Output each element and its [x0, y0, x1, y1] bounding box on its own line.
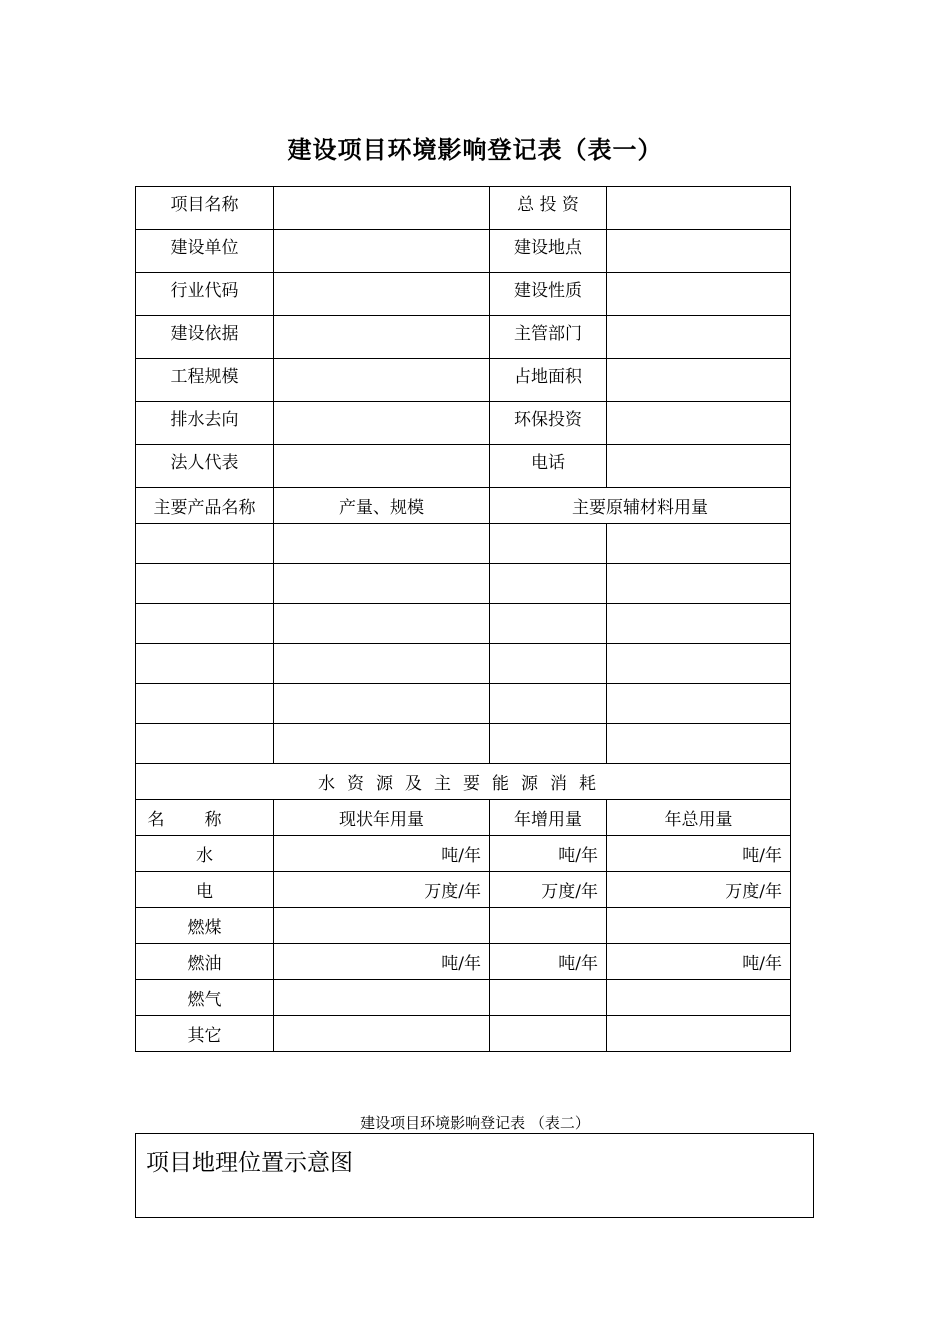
field-label: 占地面积 — [490, 359, 607, 402]
cell[interactable] — [136, 684, 274, 724]
product-row — [136, 524, 791, 564]
energy-name: 燃煤 — [136, 908, 274, 944]
current-usage-header: 现状年用量 — [274, 800, 490, 836]
field-label: 电话 — [490, 445, 607, 488]
materials-header: 主要原辅材料用量 — [490, 488, 791, 524]
current-usage-unit[interactable] — [274, 980, 490, 1016]
form-row — [136, 445, 791, 488]
field-label: 环保投资 — [490, 402, 607, 445]
increase-usage-unit[interactable] — [490, 1016, 607, 1052]
field-label: 建设依据 — [136, 316, 274, 359]
form-row — [136, 230, 791, 273]
location-map-label: 项目地理位置示意图 — [146, 1150, 353, 1176]
cell[interactable] — [136, 604, 274, 644]
energy-name: 燃油 — [136, 944, 274, 980]
cell[interactable] — [607, 564, 791, 604]
location-map-box[interactable] — [135, 1133, 814, 1218]
cell[interactable] — [274, 724, 490, 764]
total-usage-unit[interactable] — [607, 908, 791, 944]
cell[interactable] — [490, 564, 607, 604]
energy-row-water — [136, 836, 791, 872]
form-row — [136, 402, 791, 445]
field-value[interactable] — [274, 230, 490, 273]
current-usage-unit[interactable] — [274, 908, 490, 944]
cell[interactable] — [490, 684, 607, 724]
product-row — [136, 724, 791, 764]
cell[interactable] — [607, 684, 791, 724]
field-label: 工程规模 — [136, 359, 274, 402]
energy-name: 水 — [136, 836, 274, 872]
energy-header-row — [136, 800, 791, 836]
form-title: 建设项目环境影响登记表（表一） — [287, 136, 663, 164]
product-row — [136, 564, 791, 604]
field-label: 建设单位 — [136, 230, 274, 273]
cell[interactable] — [607, 724, 791, 764]
energy-row-gas — [136, 980, 791, 1016]
current-usage-unit[interactable]: 万度/年 — [274, 872, 490, 908]
field-value[interactable] — [607, 316, 791, 359]
current-usage-unit[interactable]: 吨/年 — [274, 944, 490, 980]
field-label: 建设性质 — [490, 273, 607, 316]
field-label: 主管部门 — [490, 316, 607, 359]
cell[interactable] — [607, 524, 791, 564]
energy-row-coal — [136, 908, 791, 944]
cell[interactable] — [274, 644, 490, 684]
energy-row-oil — [136, 944, 791, 980]
field-label: 项目名称 — [136, 187, 274, 230]
cell[interactable] — [490, 644, 607, 684]
total-usage-unit[interactable] — [607, 1016, 791, 1052]
cell[interactable] — [274, 684, 490, 724]
total-usage-unit[interactable] — [607, 980, 791, 1016]
field-value[interactable] — [274, 273, 490, 316]
form-row — [136, 187, 791, 230]
total-usage-unit[interactable]: 吨/年 — [607, 944, 791, 980]
form-row — [136, 359, 791, 402]
form-row — [136, 273, 791, 316]
increase-usage-unit[interactable] — [490, 980, 607, 1016]
cell[interactable] — [274, 524, 490, 564]
energy-name-header: 名称 — [136, 800, 274, 836]
form-title-2: 建设项目环境影响登记表 （表二） — [360, 1114, 590, 1132]
energy-name: 电 — [136, 872, 274, 908]
field-value[interactable] — [274, 445, 490, 488]
cell[interactable] — [274, 564, 490, 604]
field-label: 法人代表 — [136, 445, 274, 488]
cell[interactable] — [136, 564, 274, 604]
energy-name: 其它 — [136, 1016, 274, 1052]
cell[interactable] — [136, 644, 274, 684]
field-label: 排水去向 — [136, 402, 274, 445]
field-value[interactable] — [274, 316, 490, 359]
field-value[interactable] — [607, 402, 791, 445]
energy-name: 燃气 — [136, 980, 274, 1016]
increase-usage-unit[interactable]: 吨/年 — [490, 944, 607, 980]
field-value[interactable] — [607, 230, 791, 273]
increase-usage-header: 年增用量 — [490, 800, 607, 836]
total-usage-unit[interactable]: 吨/年 — [607, 836, 791, 872]
cell[interactable] — [136, 524, 274, 564]
product-row — [136, 604, 791, 644]
current-usage-unit[interactable]: 吨/年 — [274, 836, 490, 872]
field-value[interactable] — [274, 402, 490, 445]
energy-row-other — [136, 1016, 791, 1052]
product-row — [136, 644, 791, 684]
cell[interactable] — [136, 724, 274, 764]
cell[interactable] — [490, 604, 607, 644]
product-header-row — [136, 488, 791, 524]
energy-row-electricity — [136, 872, 791, 908]
current-usage-unit[interactable] — [274, 1016, 490, 1052]
cell[interactable] — [274, 604, 490, 644]
field-value[interactable] — [607, 187, 791, 230]
energy-title-row — [136, 764, 791, 800]
field-value[interactable] — [607, 359, 791, 402]
cell[interactable] — [490, 724, 607, 764]
registration-form-table — [135, 186, 791, 1052]
field-value[interactable] — [607, 273, 791, 316]
form-row — [136, 316, 791, 359]
field-value[interactable] — [607, 445, 791, 488]
total-usage-unit[interactable]: 万度/年 — [607, 872, 791, 908]
output-scale-header: 产量、规模 — [274, 488, 490, 524]
cell[interactable] — [607, 644, 791, 684]
field-value[interactable] — [274, 187, 490, 230]
total-usage-header: 年总用量 — [607, 800, 791, 836]
field-value[interactable] — [274, 359, 490, 402]
product-row — [136, 684, 791, 724]
increase-usage-unit[interactable]: 万度/年 — [490, 872, 607, 908]
cell[interactable] — [490, 524, 607, 564]
product-name-header: 主要产品名称 — [136, 488, 274, 524]
field-label: 行业代码 — [136, 273, 274, 316]
energy-section-title: 水资源及主要能源消耗 — [136, 764, 791, 800]
increase-usage-unit[interactable] — [490, 908, 607, 944]
increase-usage-unit[interactable]: 吨/年 — [490, 836, 607, 872]
field-label: 建设地点 — [490, 230, 607, 273]
field-label: 总 投 资 — [490, 187, 607, 230]
cell[interactable] — [607, 604, 791, 644]
